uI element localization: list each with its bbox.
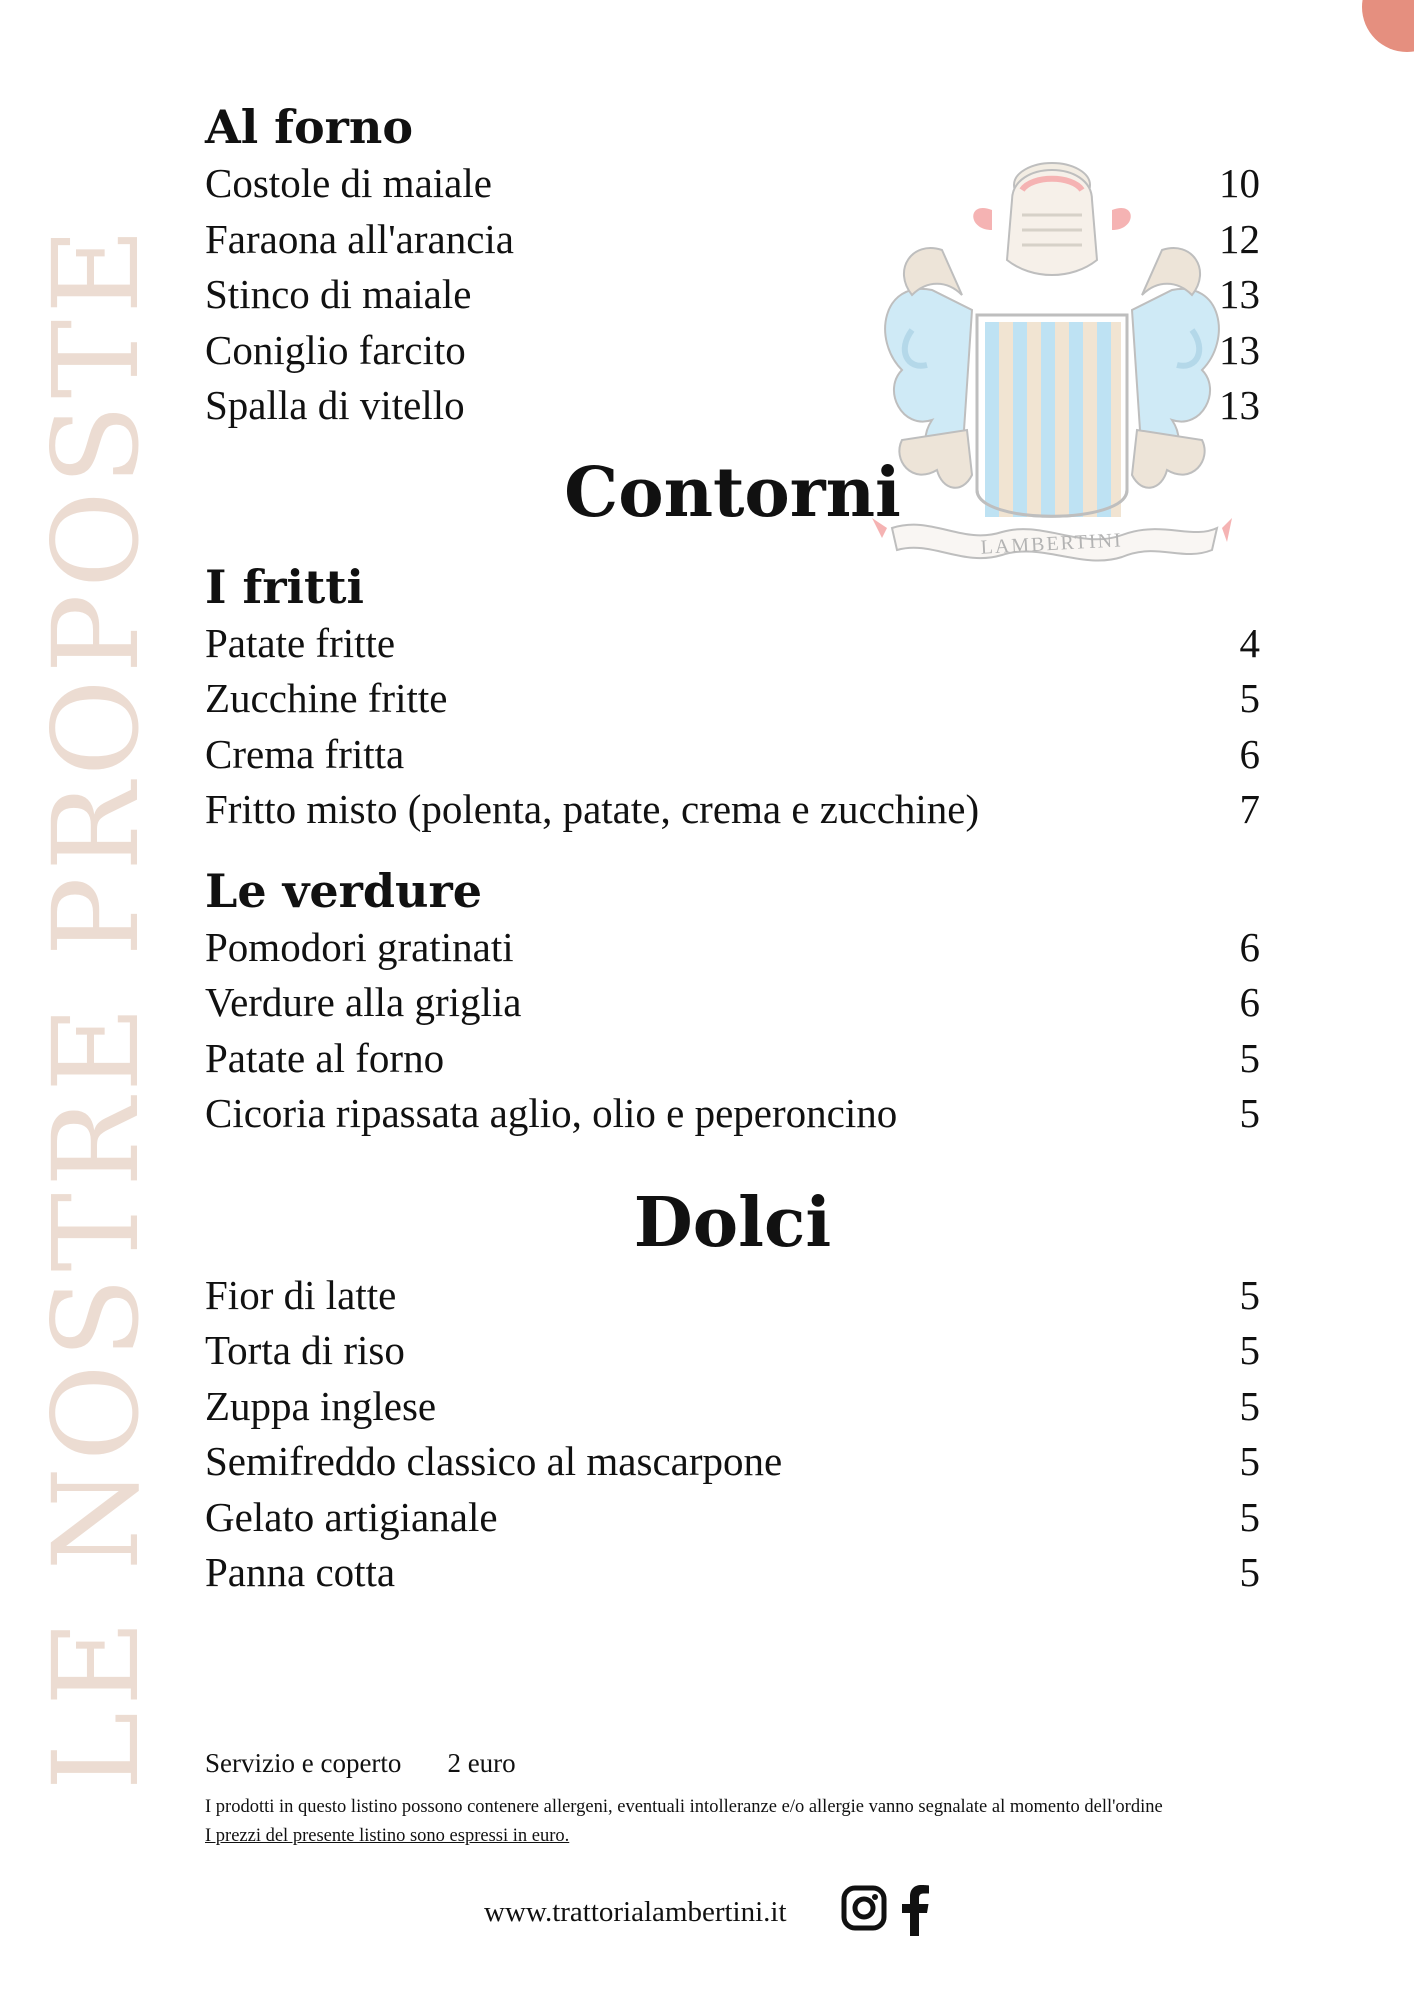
category-title-verdure: Le verdure [205,863,482,918]
menu [205,98,1260,1601]
item-name: Cicoria ripassata aglio, olio e peperoncino [205,1090,898,1136]
menu-item [205,671,1260,727]
item-price: 5 [1239,675,1260,721]
menu-item [205,156,1260,212]
item-price: 6 [1239,979,1260,1025]
item-name: Crema fritta [205,730,405,777]
item-price: 4 [1239,619,1260,666]
item-price: 5 [1239,1327,1260,1373]
corner-decoration [1362,0,1414,52]
item-name: Costole di maiale [205,160,492,206]
menu-item [205,378,1260,434]
item-price: 13 [1219,271,1260,317]
item-price: 5 [1239,1549,1260,1595]
item-name: Gelato artigianale [205,1493,498,1540]
item-price: 7 [1239,786,1260,832]
item-price: 5 [1239,1090,1260,1136]
menu-item [205,1490,1260,1546]
menu-item [205,1379,1260,1435]
menu-item [205,1086,1260,1142]
item-name: Fior di latte [205,1271,397,1318]
category-title-fritti: I fritti [205,559,365,614]
item-name: Stinco di maiale [205,271,472,317]
item-price: 6 [1239,923,1260,970]
item-price: 5 [1239,1034,1260,1081]
item-name: Semifreddo classico al mascarpone [205,1438,783,1484]
facebook-icon[interactable] [900,1884,930,1936]
item-name: Pomodori gratinati [205,923,514,970]
allergen-note: I prodotti in questo listino possono contenere allergeni, eventuali intolleranze e/o allergie vanno segnalate al momento dell'ordine [205,1797,1163,1817]
instagram-icon[interactable] [840,1884,888,1932]
menu-item [205,1268,1260,1324]
menu-item [205,1434,1260,1490]
website-link[interactable]: www.trattorialambertini.it [484,1896,787,1928]
section-title-dolci: Dolci [633,1182,832,1263]
item-name: Faraona all'arancia [205,215,515,262]
item-name: Coniglio farcito [205,326,466,373]
item-name: Panna cotta [205,1549,396,1595]
item-price: 12 [1219,215,1260,262]
service-label: Servizio e coperto [205,1748,402,1778]
menu-item [205,323,1260,379]
item-price: 5 [1239,1271,1260,1318]
item-name: Zuppa inglese [205,1382,437,1429]
item-name: Patate fritte [205,619,396,666]
item-price: 13 [1219,326,1260,373]
item-name: Verdure alla griglia [205,979,522,1025]
section-title-contorni: Contorni [564,452,901,533]
item-name: Zucchine fritte [205,675,448,721]
item-price: 5 [1239,1493,1260,1540]
menu-item [205,267,1260,323]
menu-item [205,212,1260,268]
menu-item [205,782,1260,838]
service-charge [205,1748,516,1779]
menu-item [205,727,1260,783]
crest-banner-text: LAMBERTINI [980,529,1124,559]
item-price: 6 [1239,730,1260,777]
menu-item [205,1545,1260,1601]
menu-item [205,920,1260,976]
menu-item [205,1031,1260,1087]
item-name: Torta di riso [205,1327,405,1373]
item-price: 10 [1219,160,1260,206]
item-name: Fritto misto (polenta, patate, crema e zucchine) [205,786,980,832]
item-price: 5 [1239,1382,1260,1429]
item-price: 13 [1219,382,1260,428]
item-price: 5 [1239,1438,1260,1484]
menu-item [205,975,1260,1031]
side-title: LE NOSTRE PROPOSTE [27,221,165,1791]
item-name: Patate al forno [205,1034,445,1081]
category-title-al-forno: Al forno [205,100,414,154]
item-name: Spalla di vitello [205,382,465,428]
menu-item [205,616,1260,672]
menu-item [205,1323,1260,1379]
prices-note: I prezzi del presente listino sono espressi in euro. [205,1826,570,1846]
service-amount: 2 euro [447,1748,516,1778]
